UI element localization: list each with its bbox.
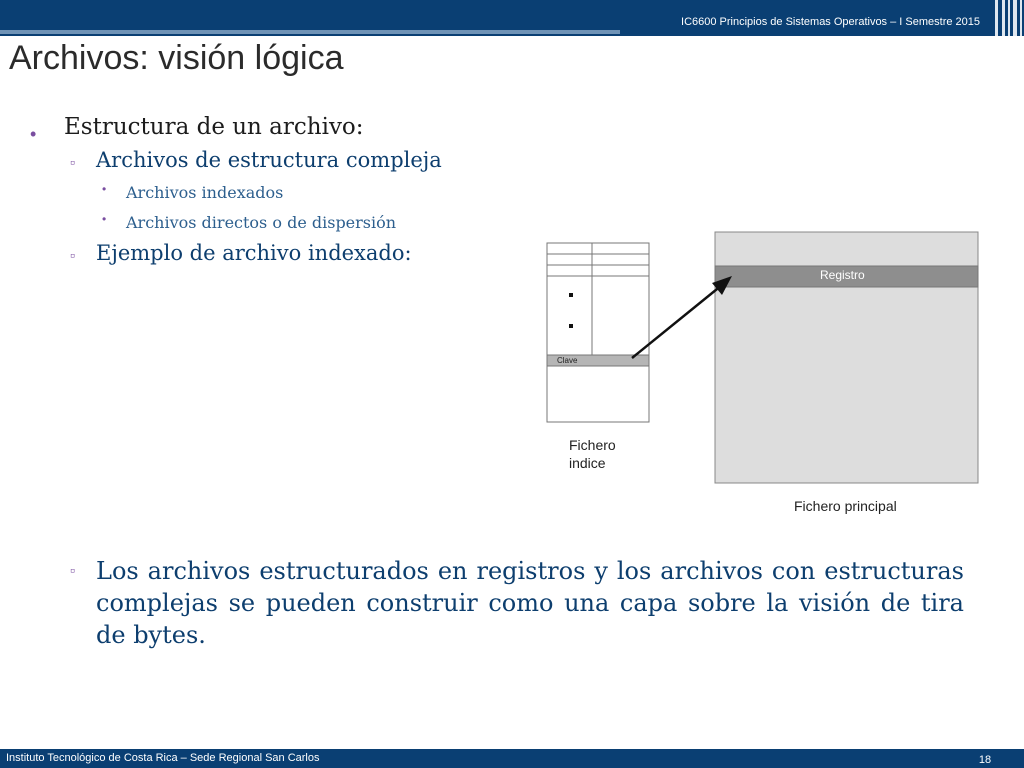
bullet-complex: Archivos de estructura compleja — [96, 148, 442, 172]
bullet-dot: • — [30, 124, 37, 144]
footer-institution: Instituto Tecnológico de Costa Rica – Sede Regional San Carlos — [6, 752, 320, 764]
square-bullet: ▫ — [70, 247, 75, 263]
record-label: Registro — [820, 268, 865, 282]
bullet-indexed: Archivos indexados — [126, 183, 284, 202]
bullet-direct: Archivos directos o de dispersión — [126, 213, 397, 232]
closing-paragraph: Los archivos estructurados en registros y los archivos con estructuras complejas se pueden construir como una capa sobre la visión de tira de bytes. — [96, 557, 964, 649]
slide-title: Archivos: visión lógica — [9, 39, 344, 77]
ellipsis-dot — [569, 293, 573, 297]
course-title: IC6600 Principios de Sistemas Operativos – I Semestre 2015 — [681, 16, 980, 28]
small-bullet: • — [102, 182, 107, 196]
square-bullet: ▫ — [70, 154, 75, 170]
small-bullet: • — [102, 212, 107, 226]
bullet-example: Ejemplo de archivo indexado: — [96, 241, 412, 265]
ellipsis-dot — [569, 324, 573, 328]
key-label: Clave — [557, 356, 578, 365]
index-file-box — [547, 243, 649, 422]
square-bullet: ▫ — [70, 562, 75, 578]
bullet-structure: Estructura de un archivo: — [64, 114, 364, 140]
index-file-label: Fichero indice — [569, 437, 616, 471]
page-number: 18 — [978, 754, 992, 766]
main-file-label: Fichero principal — [794, 498, 897, 514]
